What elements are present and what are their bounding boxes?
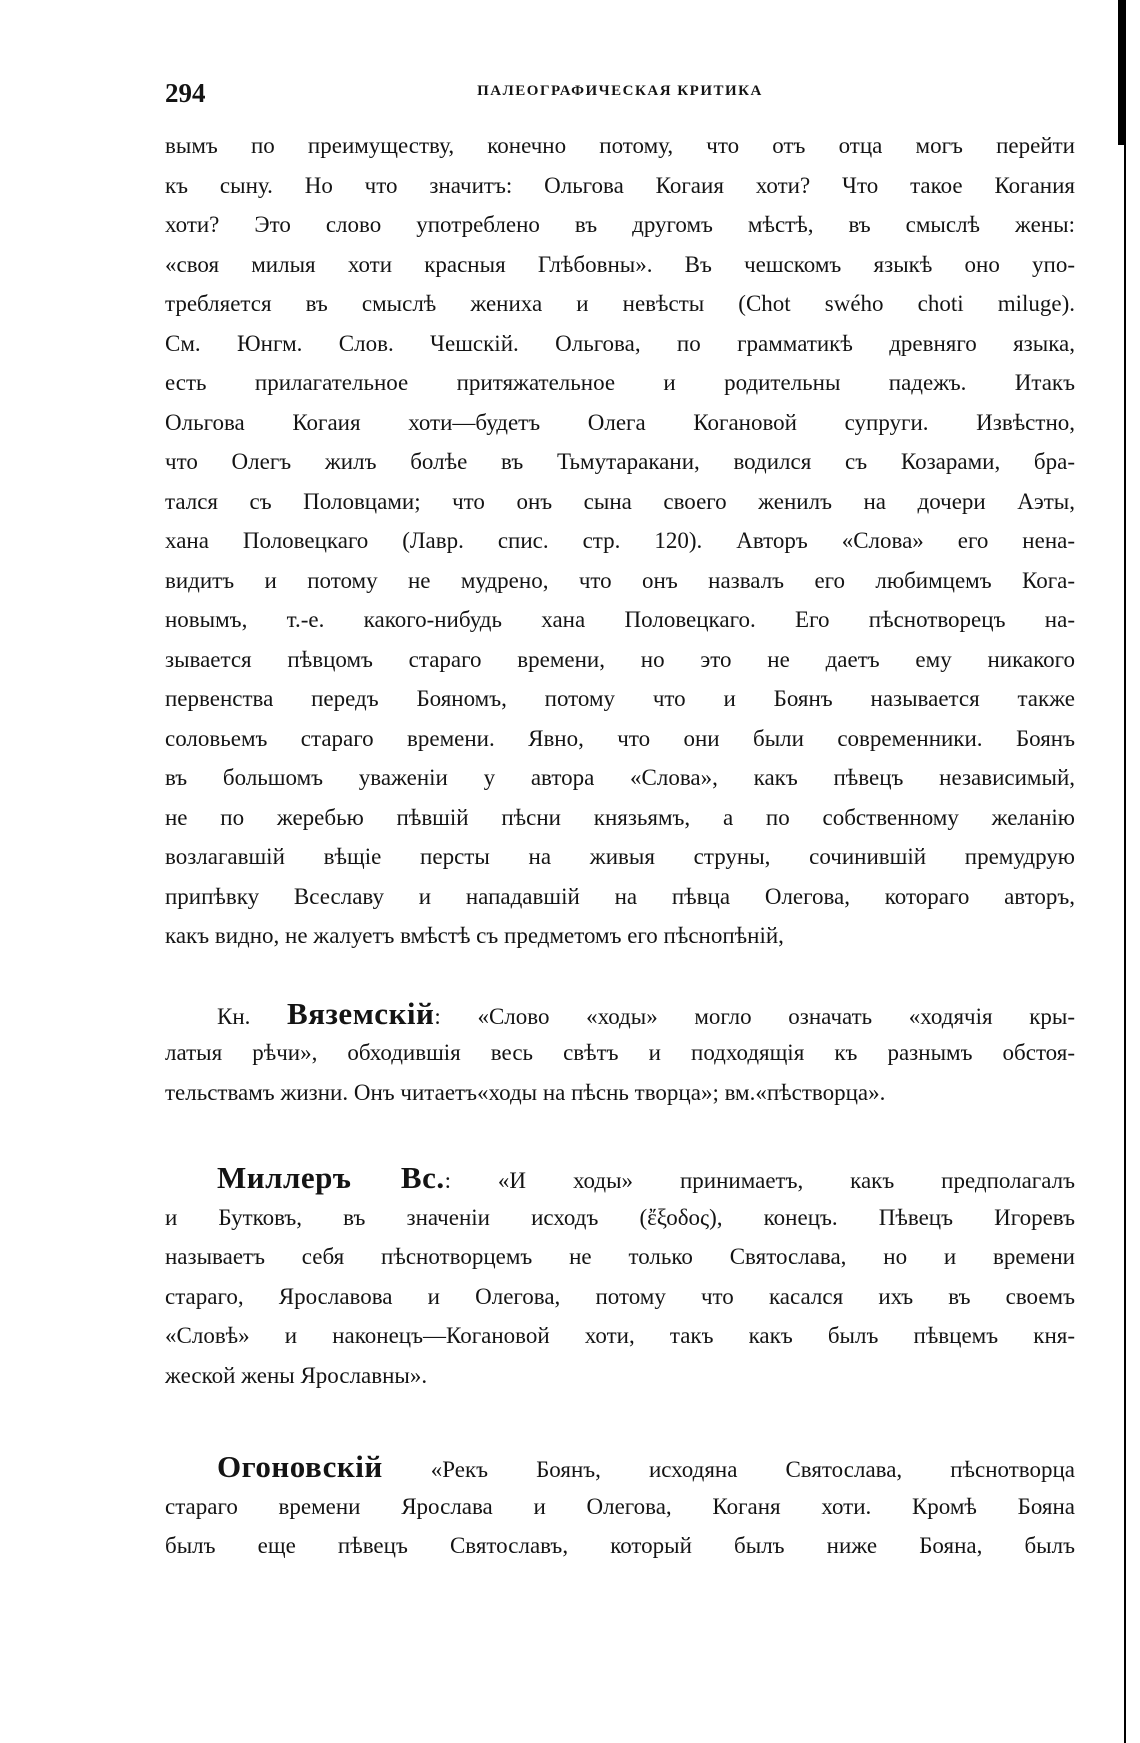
text-line: и Бутковъ, въ значеніи исходъ (ἔξοδος), конецъ. Пѣвецъ Игоревъ <box>165 1204 1075 1230</box>
text-line: латыя рѣчи», обходившія весь свѣтъ и подходящія къ разнымъ обстоя- <box>165 1040 1075 1065</box>
text-line: въ большомъ уваженіи у автора «Слова», какъ пѣвецъ независимый, <box>165 765 1075 790</box>
text-line: См. Юнгм. Слов. Чешскій. Ольгова, по грамматикѣ древняго языка, <box>165 330 1075 356</box>
text-line: жеской жены Ярославны». <box>165 1362 428 1388</box>
paragraph-1 <box>165 126 1075 956</box>
text-line: Ольгова Когаия хоти—будетъ Олега Когановой супруги. Извѣстно, <box>165 409 1075 435</box>
author-name: Вяземскій <box>287 995 435 1031</box>
text-line: новымъ, т.-е. какого-нибудь хана Половецкаго. Его пѣснотворецъ на- <box>165 607 1075 632</box>
text-line: вымъ по преимуществу, конечно потому, что отъ отца могъ перейти <box>165 133 1075 158</box>
text-line: не по жеребью пѣвшій пѣсни князьямъ, а по собственному желанію <box>165 804 1075 830</box>
text-line: припѣвку Всеславу и нападавшій на пѣвца Олегова, котораго авторъ, <box>165 883 1075 909</box>
author-name: Огоновскій <box>217 1449 383 1484</box>
text-line: «своя милыя хоти красныя Глѣбовны». Въ чешскомъ языкѣ оно упо- <box>165 251 1075 277</box>
text-line: стараго времени Ярослава и Олегова, Коганя хоти. Кромѣ Бояна <box>165 1493 1075 1519</box>
text-fragment: : «Слово «ходы» могло означать «ходячія кры- <box>434 1003 1075 1029</box>
text-line: первенства передъ Бояномъ, потому что и Боянъ называется также <box>165 686 1075 711</box>
text-fragment: «Рекъ Боянъ, исходяна Святослава, пѣснотворца <box>382 1457 1075 1482</box>
paragraph-ogonovsky <box>165 1447 1075 1566</box>
text-line: видитъ и потому не мудрено, что онъ назвалъ его любимцемъ Кога- <box>165 567 1075 593</box>
text-line: возлагавшій вѣщіе персты на живыя струны, сочинившій премудрую <box>165 844 1075 869</box>
text-line: хоти? Это слово употреблено въ другомъ мѣстѣ, въ смыслѣ жены: <box>165 212 1075 237</box>
text-line: зывается пѣвцомъ стараго времени, но это не даетъ ему никакого <box>165 646 1075 672</box>
text-line: стараго, Ярославова и Олегова, потому что касался ихъ въ своемъ <box>165 1283 1075 1309</box>
text-line: тался съ Половцами; что онъ сына своего женилъ на дочери Аэты, <box>165 488 1075 514</box>
text-line: что Олегъ жилъ болѣе въ Тьмутаракани, водился съ Козарами, бра- <box>165 449 1075 474</box>
text-line: какъ видно, не жалуетъ вмѣстѣ съ предметомъ его пѣснопѣній, <box>165 923 784 948</box>
text-line: былъ еще пѣвецъ Святославъ, который былъ ниже Бояна, былъ <box>165 1533 1075 1558</box>
book-page <box>165 78 1075 1566</box>
page-header <box>165 78 1075 118</box>
text-line: называетъ себя пѣснотворцемъ не только Святослава, но и времени <box>165 1244 1075 1269</box>
text-line: требляется въ смыслѣ жениха и невѣсты (Chot swého choti miluge). <box>165 291 1075 316</box>
text-line-first <box>165 1158 1075 1198</box>
scan-edge-line <box>1124 110 1126 1743</box>
text-line-first <box>165 994 1075 1034</box>
text-line: къ сыну. Но что значитъ: Ольгова Когаия хоти? Что такое Когания <box>165 172 1075 198</box>
paragraph-miller <box>165 1158 1075 1395</box>
text-line: есть прилагательное притяжательное и родительны падежъ. Итакъ <box>165 370 1075 395</box>
text-line: «Словѣ» и наконецъ—Когановой хоти, такъ какъ былъ пѣвцемъ кня- <box>165 1323 1075 1348</box>
page-number: 294 <box>165 78 206 108</box>
text-line: соловьемъ стараго времени. Явно, что они были современники. Боянъ <box>165 725 1075 751</box>
text-fragment: : «И ходы» принимаетъ, какъ предполагалъ <box>444 1168 1075 1193</box>
name-prefix: Кн. <box>217 1003 288 1029</box>
running-head: ПАЛЕОГРАФИЧЕСКАЯ КРИТИКА <box>477 83 763 99</box>
text-line: хана Половецкаго (Лавр. спис. стр. 120). Авторъ «Слова» его нена- <box>165 528 1075 553</box>
author-name: Миллеръ Вс. <box>217 1160 445 1195</box>
text-line: тельствамъ жизни. Онъ читаетъ«ходы на пѣснь творца»; вм.«пѣстворца». <box>165 1079 886 1105</box>
paragraph-vyazemsky <box>165 994 1075 1113</box>
text-line-first <box>165 1447 1075 1487</box>
